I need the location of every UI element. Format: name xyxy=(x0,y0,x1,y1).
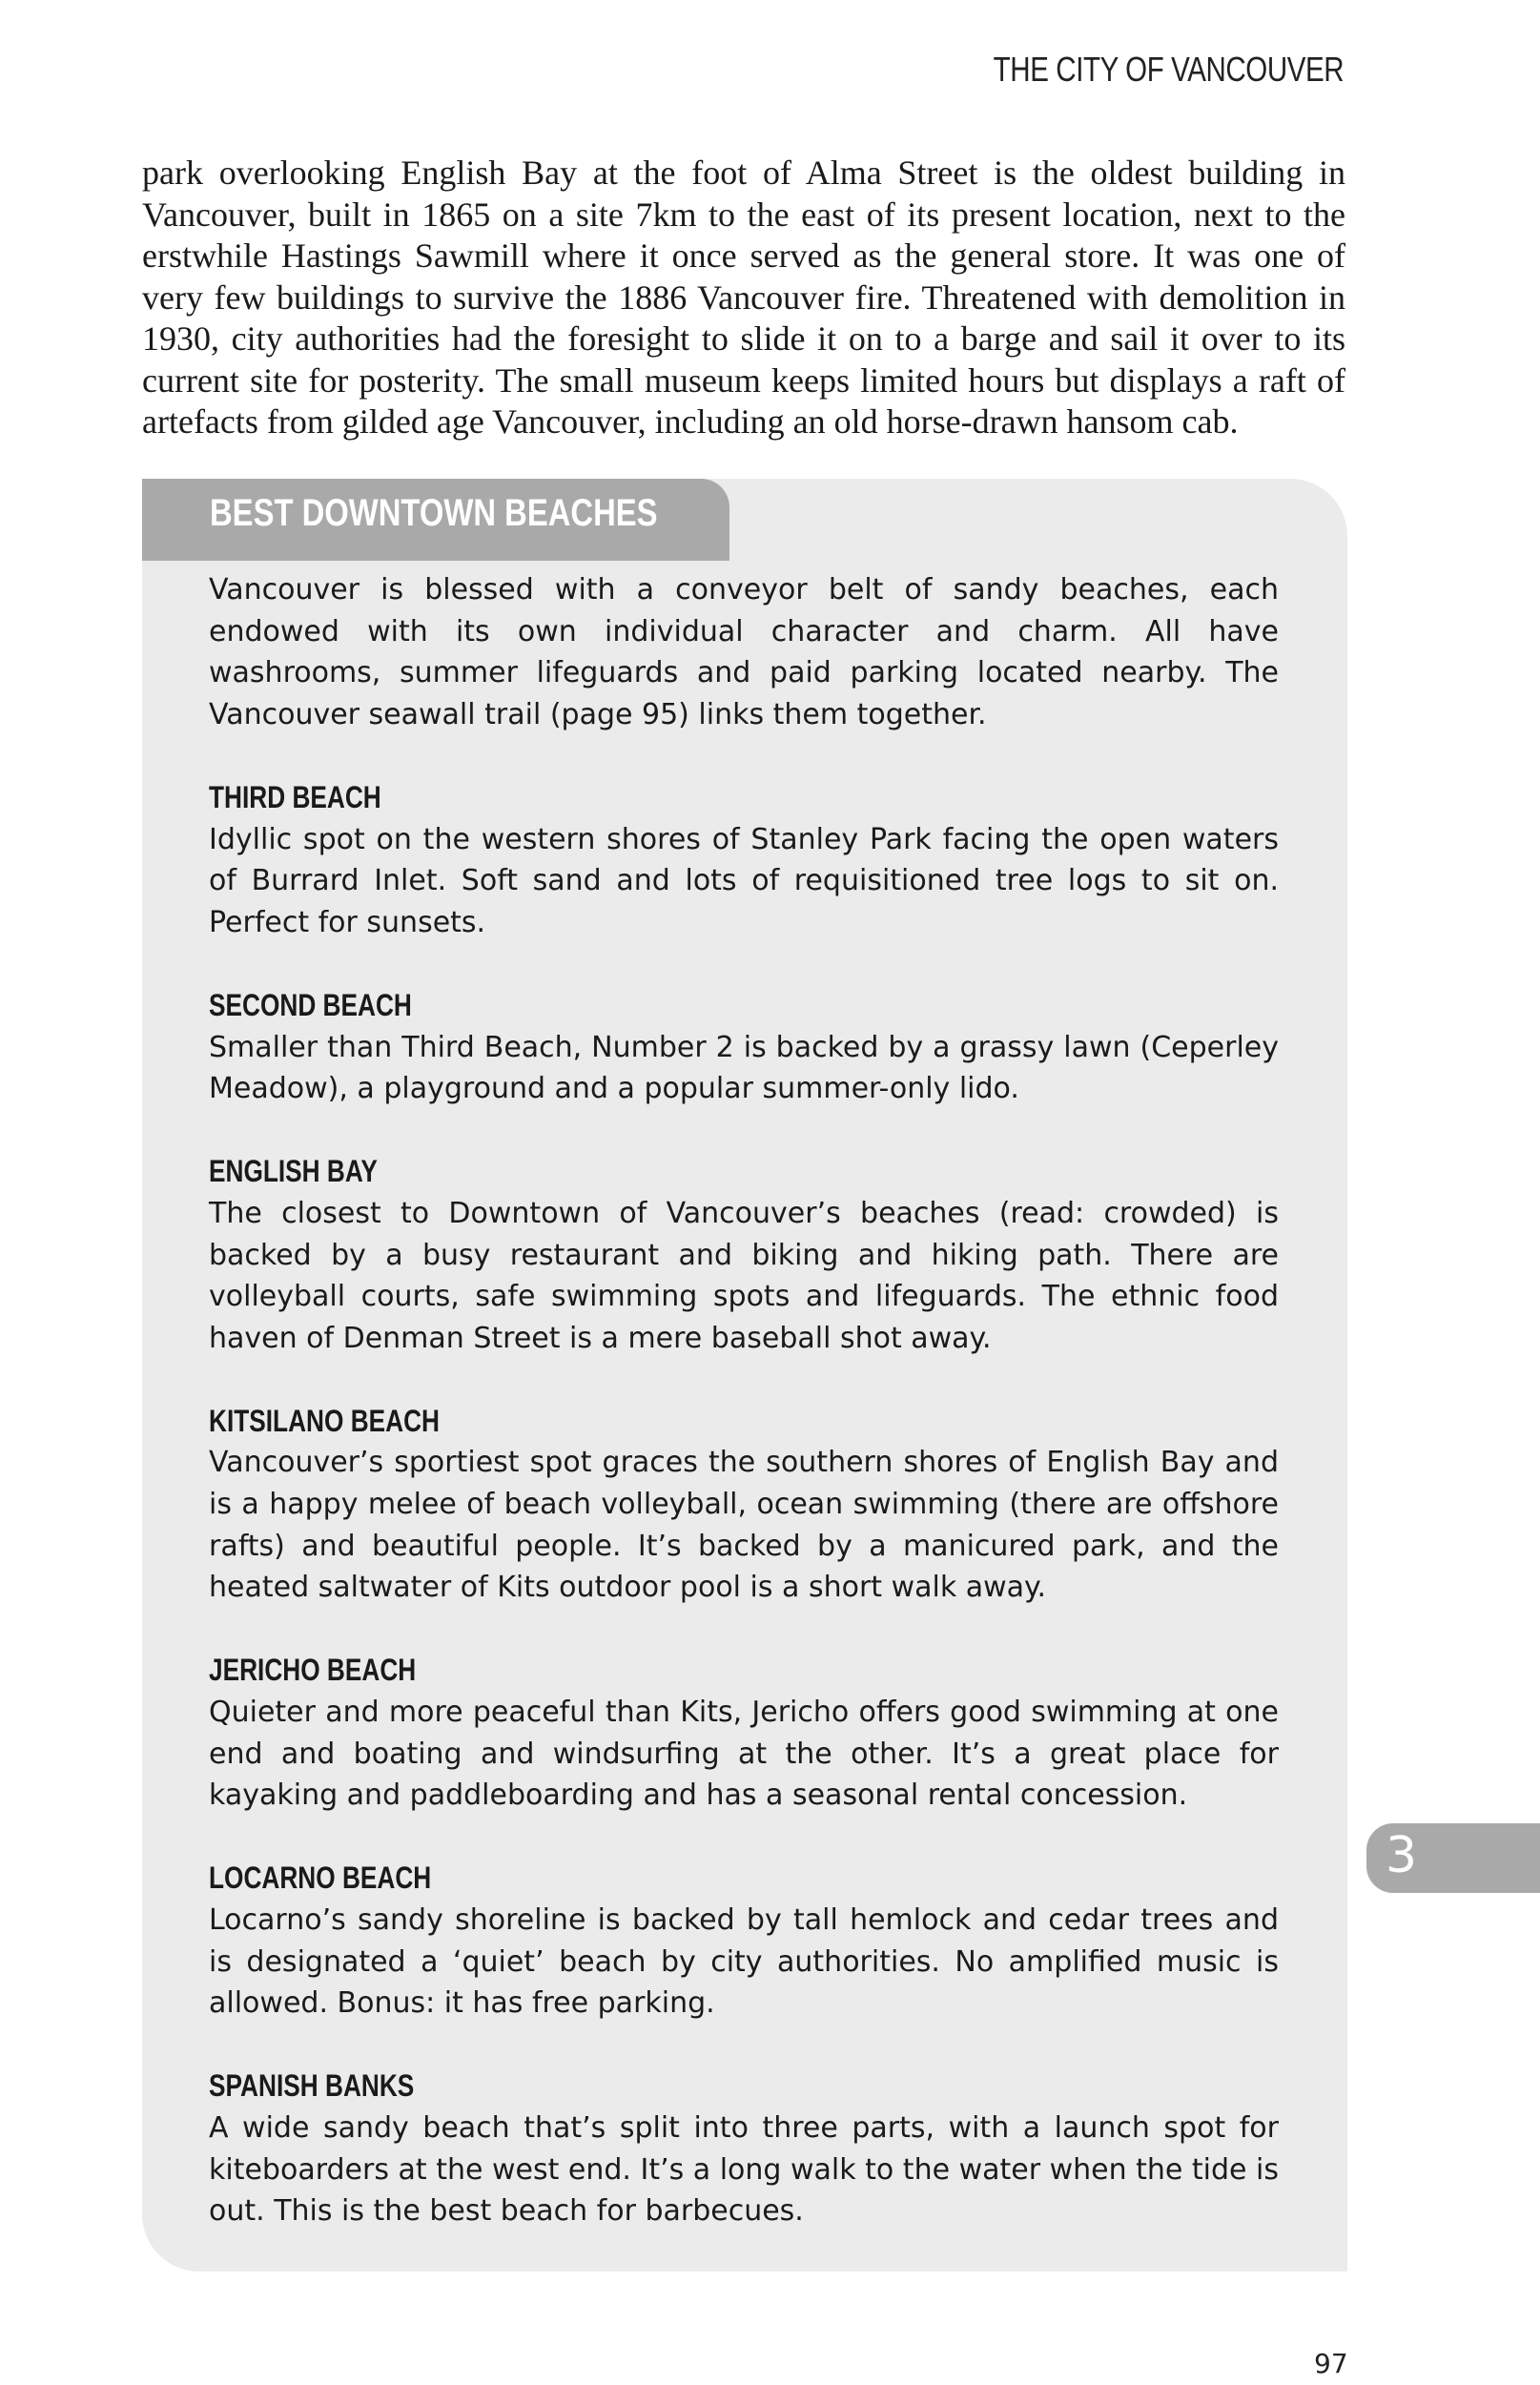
beach-heading: SPANISH BANKS xyxy=(209,2068,415,2104)
beach-entry xyxy=(209,1650,1279,1816)
intro-paragraph: park overlooking English Bay at the foot of Alma Street is the oldest building in Vancouver, built in 1865 on a site 7km to the east of its present location, next to the erstwhile Hastings Sawmill where it once served as the general store. It was one of very few buildings to survive the 1886 Vancouver fire. Threatened with demolition in 1930, city authorities had the foresight to slide it on to a barge and sail it over to its current site for posterity. The small museum keeps limited hours but displays a raft of artefacts from gilded age Vancouver, including an old horse-drawn hansom cab. xyxy=(142,154,1345,441)
beach-heading: SECOND BEACH xyxy=(209,987,412,1022)
beach-entry xyxy=(209,1858,1279,2024)
page-number: 97 xyxy=(1314,2348,1348,2379)
chapter-number: 3 xyxy=(1386,1827,1418,1884)
beach-entry xyxy=(209,985,1279,1110)
beach-description: Smaller than Third Beach, Number 2 is backed by a grassy lawn (Ceperley Meadow), a playground and a popular summer-only lido. xyxy=(209,1030,1279,1106)
sidebar-box-content xyxy=(209,569,1279,2273)
beach-heading: JERICHO BEACH xyxy=(209,1653,417,1688)
sidebar-box-intro: Vancouver is blessed with a conveyor belt of sandy beaches, each endowed with its own individual character and charm. All have washrooms, summer lifeguards and paid parking located nearby. The Vancouver seawall trail (page 95) links them together. xyxy=(209,573,1279,731)
beach-description: A wide sandy beach that’s split into three parts, with a launch spot for kiteboarders at the west end. It’s a long walk to the water when the tide is out. This is the best beach for barbecues. xyxy=(209,2110,1280,2229)
sidebar-box-title: BEST DOWNTOWN BEACHES xyxy=(210,492,658,534)
beach-description: Vancouver’s sportiest spot graces the southern shores of English Bay and is a happy melee of beach volleyball, ocean swimming (there are offshore rafts) and beautiful people. It’s backed by a manicured park, and the heated saltwater of Kits outdoor pool is a short walk away. xyxy=(209,1446,1279,1605)
running-head: THE CITY OF VANCOUVER xyxy=(993,50,1344,89)
beach-description: The closest to Downtown of Vancouver’s beaches (read: crowded) is backed by a busy restaurant and biking and hiking path. There are volleyball courts, safe swimming spots and lifeguards. The ethnic food haven of Denman Street is a mere baseball shot away. xyxy=(209,1196,1279,1355)
beach-heading: ENGLISH BAY xyxy=(209,1154,378,1189)
beach-description: Idyllic spot on the western shores of Stanley Park facing the open waters of Burrard Inlet. Soft sand and lots of requisitioned tree logs to sit on. Perfect for sunsets. xyxy=(209,822,1279,939)
sidebar-box-title-tab xyxy=(142,479,729,561)
beach-entry xyxy=(209,1401,1279,1609)
beach-heading: KITSILANO BEACH xyxy=(209,1403,440,1438)
beach-heading: THIRD BEACH xyxy=(209,779,381,814)
sidebar-box xyxy=(142,479,1347,2272)
beach-entry xyxy=(209,1151,1279,1359)
beach-entry xyxy=(209,2066,1279,2231)
chapter-tab xyxy=(1366,1823,1540,1893)
beach-heading: LOCARNO BEACH xyxy=(209,1861,432,1896)
beach-description: Quieter and more peaceful than Kits, Jericho offers good swimming at one end and boating and windsurfing at the other. It’s a great place for kayaking and paddleboarding and has a seasonal rental concession. xyxy=(209,1696,1279,1813)
beach-entry xyxy=(209,777,1279,943)
beach-description: Locarno’s sandy shoreline is backed by tall hemlock and cedar trees and is designated a ‘quiet’ beach by city authorities. No amplified music is allowed. Bonus: it has free parking. xyxy=(209,1903,1279,2021)
